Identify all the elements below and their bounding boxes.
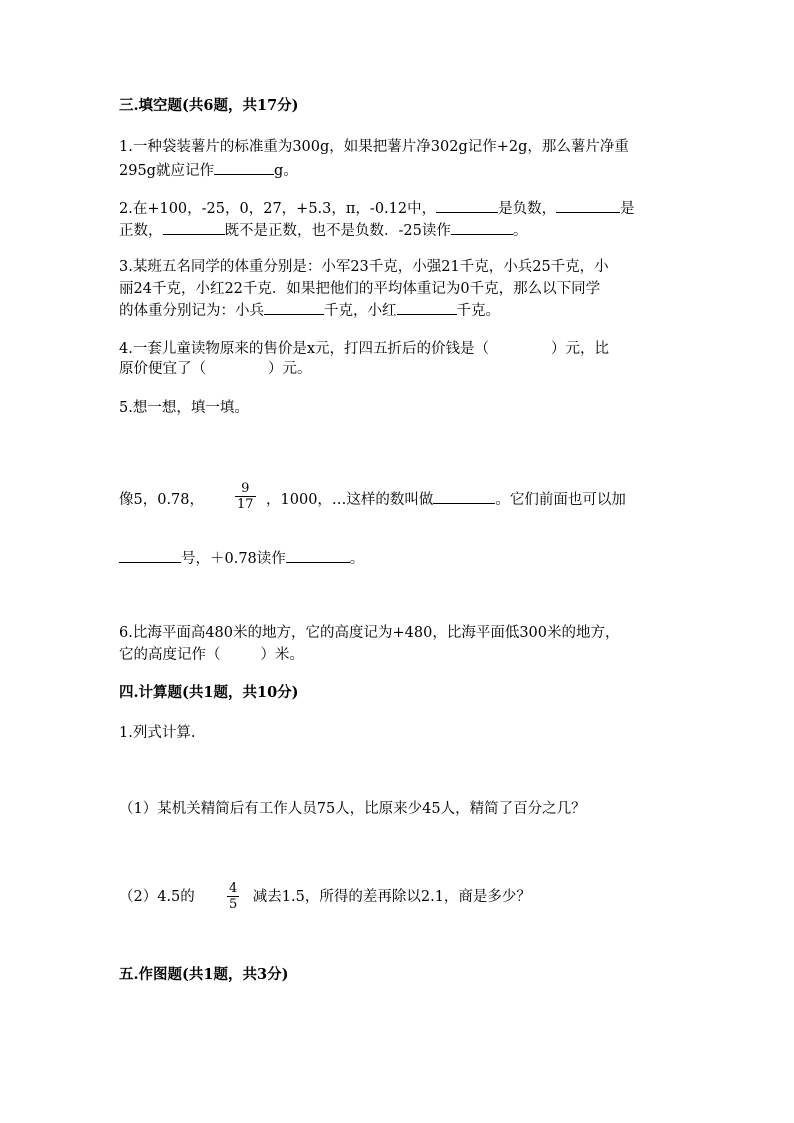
calc-part1: （1）某机关精简后有工作人员75人，比原来少45人，精简了百分之几？ bbox=[119, 801, 586, 817]
q3-text-a: 的体重分别记为：小兵 bbox=[119, 303, 264, 319]
section-title-fill-blank: 三.填空题(共6题，共17分) bbox=[119, 97, 299, 114]
q5-text-c: 。它们前面也可以加 bbox=[495, 492, 626, 508]
q3-line1: 3.某班五名同学的体重分别是：小军23千克，小强21千克，小兵25千克，小 bbox=[119, 259, 609, 275]
q3-text-c: 千克。 bbox=[456, 303, 500, 319]
q6-text-a: 它的高度记作（ bbox=[119, 647, 221, 663]
calc-fraction-numerator: 4 bbox=[229, 881, 238, 896]
q5-text-d: 号，＋0.78读作 bbox=[181, 551, 286, 567]
q5-text-e: 。 bbox=[349, 551, 365, 567]
q4-line1 bbox=[119, 339, 609, 359]
q5-blank-read-as[interactable] bbox=[286, 547, 350, 563]
q2-blank-neither[interactable] bbox=[163, 219, 225, 235]
q1-answer-blank[interactable] bbox=[214, 159, 274, 175]
q3-line3 bbox=[119, 299, 500, 321]
calc-fraction bbox=[227, 881, 239, 912]
q2-line1 bbox=[119, 197, 635, 219]
q2-blank-read-as[interactable] bbox=[451, 219, 513, 235]
q2-text-e: 既不是正数，也不是负数．-25读作 bbox=[224, 223, 451, 239]
q1-line1: 1.一种袋装薯片的标准重为300g，如果把薯片净302g记作+2g，那么薯片净重 bbox=[119, 139, 629, 155]
q4-text-b: ）元，比 bbox=[551, 341, 610, 357]
q4-text-c: 原价便宜了（ bbox=[119, 361, 206, 377]
q6-line1: 6.比海平面高480米的地方，它的高度记为+480，比海平面低300米的地方， bbox=[119, 625, 620, 641]
q6-line2 bbox=[119, 645, 304, 665]
calc-part2-text-a: （2）4.5的 bbox=[119, 889, 195, 905]
q4-text-a: 4.一套儿童读物原来的售价是x元，打四五折后的价钱是（ bbox=[119, 341, 490, 357]
q3-blank-xiaohong[interactable] bbox=[397, 299, 457, 315]
q2-text-b: 是负数， bbox=[498, 201, 557, 217]
q2-text-c: 是 bbox=[620, 201, 635, 217]
q6-text-b: ）米。 bbox=[260, 647, 304, 663]
calc-fraction-denominator: 5 bbox=[229, 897, 238, 912]
q5-blank-sign[interactable] bbox=[119, 547, 181, 563]
q1-line2 bbox=[119, 159, 298, 181]
q5-text-a: 像5，0.78， bbox=[119, 492, 205, 508]
section-title-calculation: 四.计算题(共1题，共10分) bbox=[119, 684, 299, 701]
q1-text-b: g。 bbox=[273, 163, 298, 179]
q2-blank-positive[interactable] bbox=[556, 197, 620, 213]
q5-fraction-denominator: 17 bbox=[237, 497, 254, 512]
section-title-drawing: 五.作图题(共1题，共3分) bbox=[119, 966, 289, 983]
q5-blank-name[interactable] bbox=[433, 488, 495, 504]
calc-q1-title: 1.列式计算. bbox=[119, 725, 196, 741]
q2-blank-negative[interactable] bbox=[436, 197, 498, 213]
q5-title: 5.想一想，填一填。 bbox=[119, 400, 249, 416]
q5-fraction bbox=[235, 481, 256, 512]
q4-line2 bbox=[119, 359, 312, 379]
calc-part2-text-b: 减去1.5，所得的差再除以2.1，商是多少？ bbox=[252, 889, 531, 905]
q1-text-a: 295g就应记作 bbox=[119, 163, 214, 179]
q2-text-d: 正数， bbox=[119, 223, 163, 239]
q2-line2 bbox=[119, 219, 527, 241]
q5-line1 bbox=[119, 488, 626, 510]
q5-fraction-numerator: 9 bbox=[235, 481, 256, 497]
q3-blank-xiaobing[interactable] bbox=[264, 299, 324, 315]
q5-text-b: ，1000，…这样的数叫做 bbox=[266, 492, 434, 508]
calc-part2 bbox=[119, 887, 531, 907]
q4-text-d: ）元。 bbox=[268, 361, 312, 377]
q3-line2: 丽24千克，小红22千克．如果把他们的平均体重记为0千克，那么以下同学 bbox=[119, 281, 601, 297]
q5-line2 bbox=[119, 547, 364, 569]
q3-text-b: 千克，小红 bbox=[324, 303, 397, 319]
q2-text-f: 。 bbox=[512, 223, 528, 239]
q2-text-a: 2.在+100，-25，0，27，+5.3，π，-0.12中， bbox=[119, 201, 437, 217]
